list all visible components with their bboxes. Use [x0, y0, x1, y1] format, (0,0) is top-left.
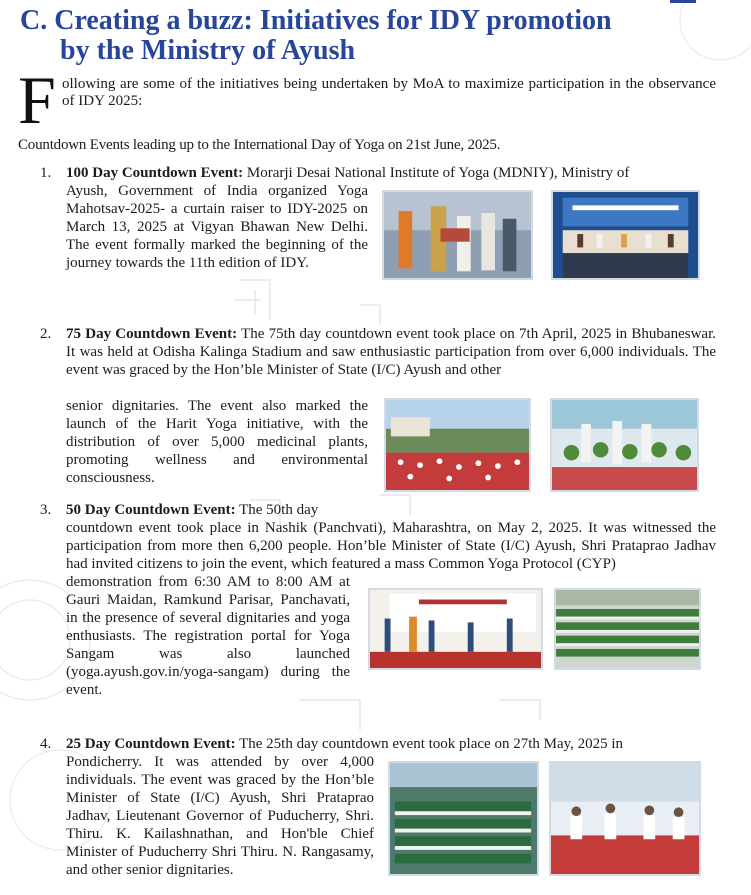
event-text-wrap: Pondicherry. It was attended by over 4,000 individuals. The event was graced by the Hon’ble Minister of State (I/C) Ayush, Shri Prataprao Jadhav, Lieutenant Governor of Puducherry, Shri. Thiru. K. Kailashnathan, and Hon'ble Chief Minister of Puducherry Shri Thiru. N. Rangasamy, and other senior dignitaries. — [66, 754, 374, 878]
event-text-top — [66, 164, 716, 182]
dropcap-letter: F — [18, 62, 56, 138]
event-text-wrap: Ayush, Government of India organized Yoga Mahotsav-2025- a curtain raiser to IDY-2025 on March 13, 2025 at Vigyan Bhawan New Delhi. The event formally marked the beginning of the journey towards the 11th edition of IDY. — [66, 183, 368, 271]
event-text-first — [66, 501, 376, 519]
event-text-top — [66, 325, 716, 379]
event-number: 4. — [40, 736, 52, 752]
plant-distribution-photo — [550, 398, 699, 492]
event-text-top — [66, 735, 716, 753]
stage-yoga-demonstration-photo — [368, 588, 543, 670]
event-title: 100 Day Countdown Event: — [66, 165, 244, 181]
event-text-wrap: senior dignitaries. The event also marked the launch of the Harit Yoga initiative, with the distribution of over 5,000 medicinal plants, promoting wellness and environmental consciousness. — [66, 398, 368, 486]
event-text: The 25th day countdown event took place on 27th May, 2025 in — [239, 736, 624, 752]
heading-line-1: C. Creating a buzz: Initiatives for IDY promotion — [20, 5, 612, 36]
event-text-wrap: demonstration from 6:30 AM to 8:00 AM at Gauri Maidan, Ramkund Parisar, Panchavati, in the presence of several dignitaries and yoga enthusiasts. The registration portal for Yoga Sangam was also launched (yoga.ayush.gov.in/yoga-sangam) during the event. — [66, 574, 350, 698]
stadium-yoga-photo — [384, 398, 531, 492]
event-title: 75 Day Countdown Event: — [66, 326, 238, 342]
event-text: The 50th day — [239, 502, 319, 518]
event-number: 1. — [40, 165, 52, 181]
intro-paragraph: ollowing are some of the initiatives being undertaken by MoA to maximize participation in the observance of IDY 2025: — [62, 76, 716, 109]
event-text: Morarji Desai National Institute of Yoga (MDNIY), Ministry of — [246, 165, 630, 181]
event-text-top: countdown event took place in Nashik (Panchvati), Maharashtra, on May 2, 2025. It was witnessed the participation from more then 6,200 people. Hon’ble Minister of State (I/C) Ayush, Shri Prataprao Jadhav had invited citizens to join the event, which featured a mass Common Yoga Protocol (CYP) — [66, 520, 716, 572]
event-number: 3. — [40, 502, 52, 518]
heading-line-2: by the Ministry of Ayush — [60, 35, 356, 66]
beach-road-yoga-photo — [388, 761, 539, 876]
event-title: 50 Day Countdown Event: — [66, 502, 236, 518]
dignitaries-yoga-mats-photo — [549, 761, 701, 876]
mass-yoga-gathering-photo — [554, 588, 701, 670]
event-title: 25 Day Countdown Event: — [66, 736, 236, 752]
countdown-subheading: Countdown Events leading up to the International Day of Yoga on 21st June, 2025. — [18, 137, 501, 153]
event-text: The 75th day countdown event took place on 7th April, 2025 in Bhubaneswar. It was held at Odisha Kalinga Stadium and saw enthusiastic participation from over 6,000 individuals. The event was graced by the Hon’ble Minister of State (I/C) Ayush and other — [66, 326, 716, 378]
dignitaries-on-stage-photo — [382, 190, 533, 280]
section-heading — [20, 6, 720, 66]
event-number: 2. — [40, 326, 52, 342]
conference-hall-stage-photo — [551, 190, 700, 280]
